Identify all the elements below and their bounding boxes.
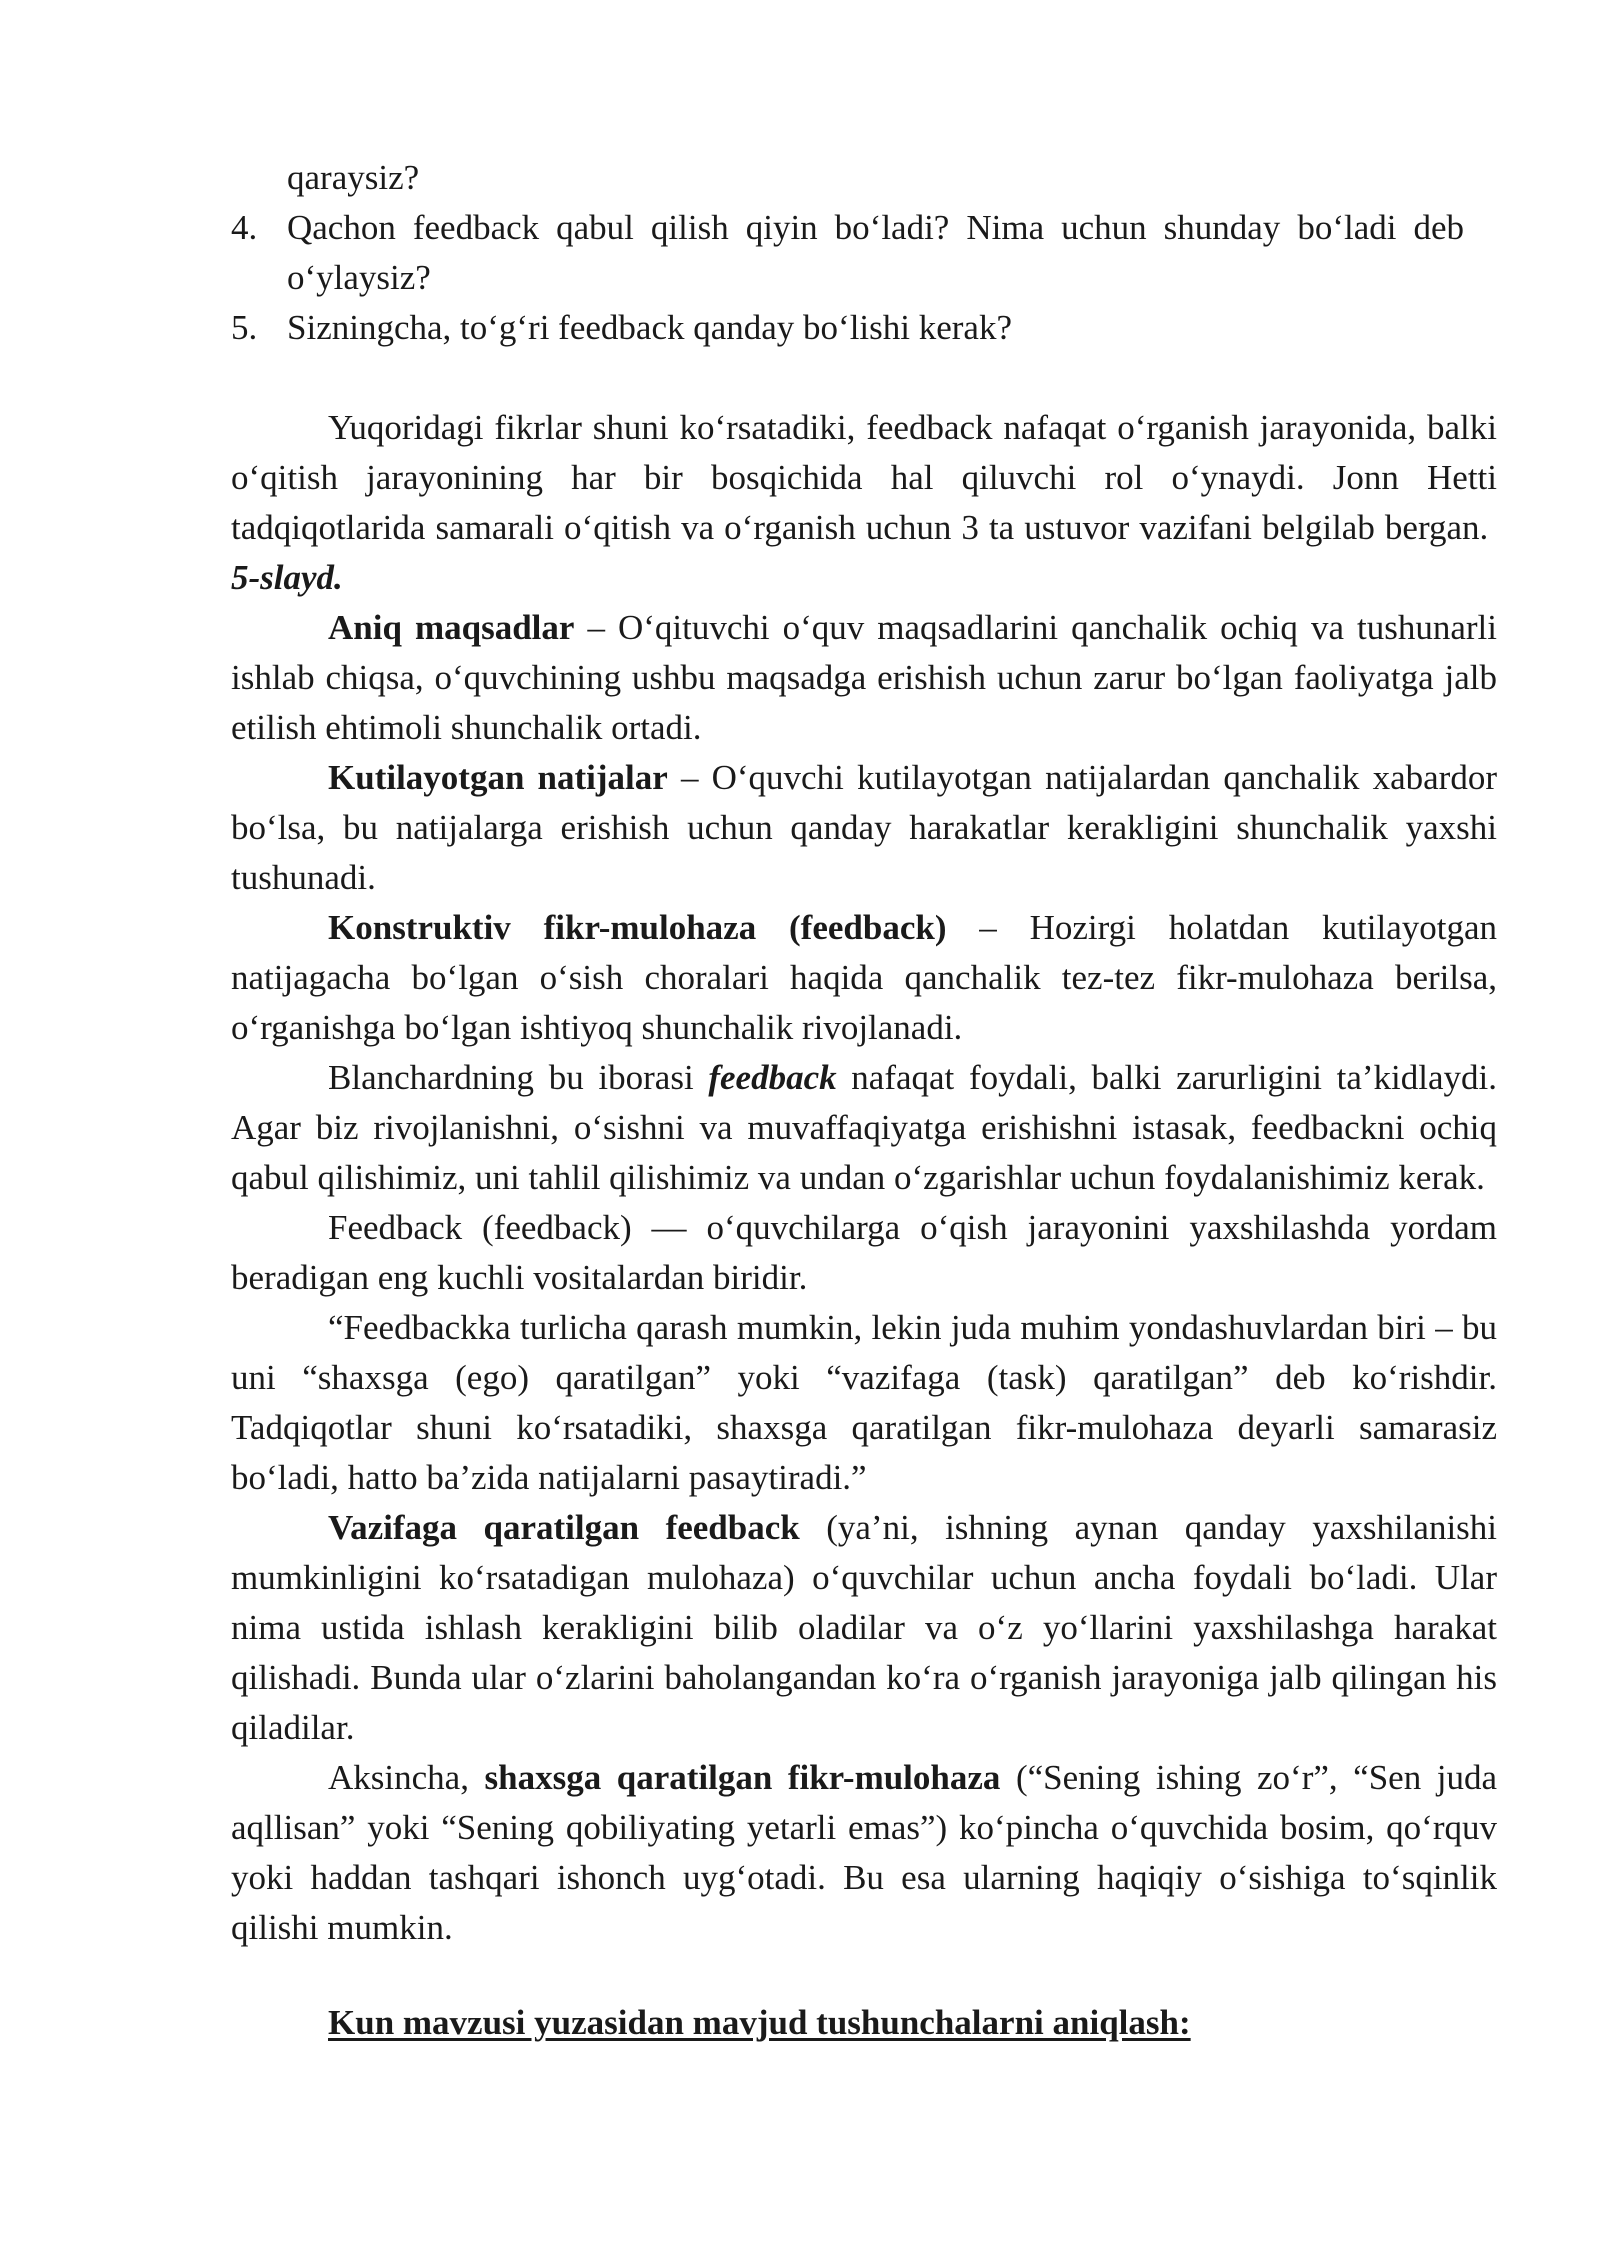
- emphasis: feedback: [708, 1058, 837, 1097]
- term: shaxsga qaratilgan fikr-mulohaza: [484, 1758, 1001, 1797]
- term: Konstruktiv fikr-mulohaza (feedback): [328, 908, 947, 947]
- term: Kutilayotgan natijalar: [328, 758, 668, 797]
- paragraph: Yuqoridagi fikrlar shuni ko‘rsatadiki, feedback nafaqat o‘rganish jarayonida, balki o‘qitish jarayonining har bir bosqichida hal qiluvchi rol o‘ynaydi. Jonn Hetti tadqiqotlarida samarali o‘qitish va o‘rganish uchun 3 ta ustuvor vazifani belgilab bergan. 5-slayd.: [231, 408, 1497, 597]
- paragraph: Aniq maqsadlar – O‘qituvchi o‘quv maqsadlarini qanchalik ochiq va tushunarli ishlab chiqsa, o‘quvchining ushbu maqsadga erishish uchun zarur bo‘lgan faoliyatga jalb etilish ehtimoli shunchalik ortadi.: [231, 608, 1497, 747]
- paragraph: Blanchardning bu iborasi feedback nafaqat foydali, balki zarurligini ta’kidlaydi. Agar biz rivojlanishni, o‘sishni va muvaffaqiyatga erishishni istasak, feedbackni ochiq qabul qilishimiz, uni tahlil qilishimiz va undan o‘zgarishlar uchun foydalanishimiz kerak.: [231, 1058, 1497, 1197]
- list-text: Sizningcha, to‘g‘ri feedback qanday bo‘lishi kerak?: [287, 308, 1013, 347]
- paragraph: Aksincha, shaxsga qaratilgan fikr-mulohaza (“Sening ishing zo‘r”, “Sen juda aqllisan” yoki “Sening qobiliyating yetarli emas”) ko‘pincha o‘quvchida bosim, qo‘rquv yoki haddan tashqari ishonch uyg‘otadi. Bu esa ularning haqiqiy o‘sishiga to‘sqinlik qilishi mumkin.: [231, 1758, 1498, 1947]
- term: Aniq maqsadlar: [328, 608, 575, 647]
- paragraph: Vazifaga qaratilgan feedback (ya’ni, ishning aynan qanday yaxshilanishi mumkinligini ko‘rsatadigan mulohaza) o‘quvchilar uchun ancha foydali bo‘ladi. Ular nima ustida ishlash kerakligini bilib oladilar va o‘z yo‘llarini yaxshilashga harakat qilishadi. Bunda ular o‘zlarini baholangandan ko‘ra o‘rganish jarayoniga jalb qilingan his qiladilar.: [231, 1508, 1498, 1747]
- paragraph: “Feedbackka turlicha qarash mumkin, lekin juda muhim yondashuvlardan biri – bu uni “shaxsga (ego) qaratilgan” yoki “vazifaga (task) qaratilgan” deb ko‘rishdir. Tadqiqotlar shuni ko‘rsatadiki, shaxsga qaratilgan fikr-mulohaza deyarli samarasiz bo‘ladi, hatto ba’zida natijalarni pasaytiradi.”: [231, 1308, 1497, 1497]
- paragraph: Kutilayotgan natijalar – O‘quvchi kutilayotgan natijalardan qanchalik xabardor bo‘lsa, bu natijalarga erishish uchun qanday harakatlar kerakligini shunchalik yaxshi tushunadi.: [231, 758, 1497, 897]
- slide-reference: 5-slayd.: [231, 558, 343, 597]
- paragraph: Konstruktiv fikr-mulohaza (feedback) – Hozirgi holatdan kutilayotgan natijagacha bo‘lgan o‘sish choralari haqida qanchalik tez-tez fikr-mulohaza berilsa, o‘rganishga bo‘lgan ishtiyoq shunchalik rivojlanadi.: [231, 908, 1497, 1047]
- term: Vazifaga qaratilgan feedback: [328, 1508, 800, 1547]
- list-number: 4.: [231, 208, 258, 247]
- paragraph: Feedback (feedback) — o‘quvchilarga o‘qish jarayonini yaxshilashda yordam beradigan eng kuchli vositalardan biridir.: [231, 1208, 1497, 1297]
- list-continuation: qaraysiz?: [287, 158, 420, 197]
- section-heading: Kun mavzusi yuzasidan mavjud tushunchalarni aniqlash:: [328, 2003, 1191, 2042]
- body-text: [231, 403, 1497, 1953]
- list-text: Qachon feedback qabul qilish qiyin bo‘ladi? Nima uchun shunday bo‘ladi deb o‘ylaysiz?: [287, 208, 1464, 297]
- list-number: 5.: [231, 308, 258, 347]
